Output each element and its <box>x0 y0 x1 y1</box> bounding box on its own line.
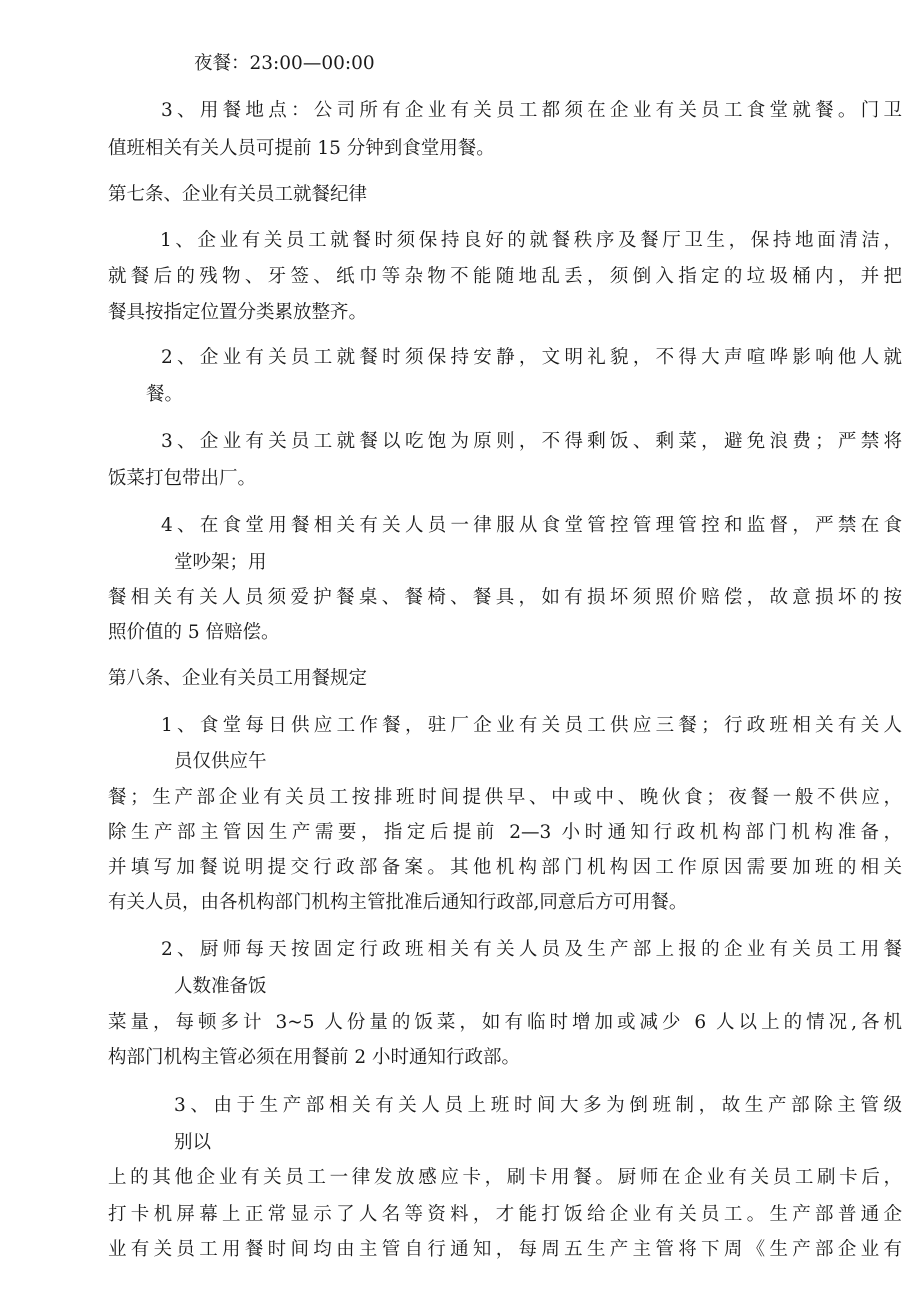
text-line: 打卡机屏幕上正常显示了人名等资料，才能打饭给企业有关员工。生产部普通企 <box>108 1204 902 1225</box>
text-line: 餐相关有关人员须爱护餐桌、餐椅、餐具，如有损坏须照价赔偿，故意损坏的按 <box>108 587 902 608</box>
text-line: 人数准备饭 <box>174 976 267 997</box>
text-line: 饭菜打包带出厂。 <box>108 468 257 489</box>
text-line: 并填写加餐说明提交行政部备案。其他机构部门机构因工作原因需要加班的相关 <box>108 857 902 878</box>
text-line: 菜量，每顿多计 3~5 人份量的饭菜，如有临时增加或减少 6 人以上的情况,各机 <box>108 1012 902 1033</box>
text-line: 夜餐：23:00—00:00 <box>194 53 375 74</box>
text-line: 就餐后的残物、牙签、纸巾等杂物不能随地乱丢，须倒入指定的垃圾桶内，并把 <box>108 266 902 287</box>
text-line: 构部门机构主管必须在用餐前 2 小时通知行政部。 <box>108 1047 521 1068</box>
text-line: 别以 <box>174 1132 212 1153</box>
text-line: 除生产部主管因生产需要，指定后提前 2—3 小时通知行政机构部门机构准备， <box>108 822 902 843</box>
text-line: 有关人员，由各机构部门机构主管批准后通知行政部,同意后方可用餐。 <box>108 892 688 913</box>
section-heading: 第八条、企业有关员工用餐规定 <box>108 668 368 689</box>
text-line: 3、由于生产部相关有关人员上班时间大多为倒班制，故生产部除主管级 <box>174 1095 902 1116</box>
text-line: 3、企业有关员工就餐以吃饱为原则，不得剩饭、剩菜，避免浪费；严禁将 <box>161 431 902 452</box>
text-line: 2、厨师每天按固定行政班相关有关人员及生产部上报的企业有关员工用餐 <box>161 939 902 960</box>
text-line: 4、在食堂用餐相关有关人员一律服从食堂管控管理管控和监督，严禁在食 <box>161 515 902 536</box>
text-line: 1、企业有关员工就餐时须保持良好的就餐秩序及餐厅卫生，保持地面清洁， <box>160 230 902 251</box>
text-line: 上的其他企业有关员工一律发放感应卡，刷卡用餐。厨师在企业有关员工刷卡后， <box>108 1167 902 1188</box>
text-line: 堂吵架；用 <box>174 552 267 573</box>
text-line: 值班相关有关人员可提前 15 分钟到食堂用餐。 <box>108 138 495 159</box>
text-line: 2、企业有关员工就餐时须保持安静，文明礼貌，不得大声喧哗影响他人就 <box>161 347 902 368</box>
text-line: 业有关员工用餐时间均由主管自行通知，每周五生产主管将下周《生产部企业有 <box>108 1239 902 1260</box>
text-line: 员仅供应午 <box>174 751 267 772</box>
section-heading: 第七条、企业有关员工就餐纪律 <box>108 184 368 205</box>
text-line: 餐；生产部企业有关员工按排班时间提供早、中或中、晚伙食；夜餐一般不供应， <box>108 787 902 808</box>
text-line: 餐具按指定位置分类累放整齐。 <box>108 302 368 323</box>
text-line: 照价值的 5 倍赔偿。 <box>108 622 280 643</box>
text-line: 餐。 <box>146 384 184 405</box>
text-line: 1、食堂每日供应工作餐，驻厂企业有关员工供应三餐；行政班相关有关人 <box>161 715 902 736</box>
text-line: 3、用餐地点：公司所有企业有关员工都须在企业有关员工食堂就餐。门卫 <box>161 100 902 121</box>
